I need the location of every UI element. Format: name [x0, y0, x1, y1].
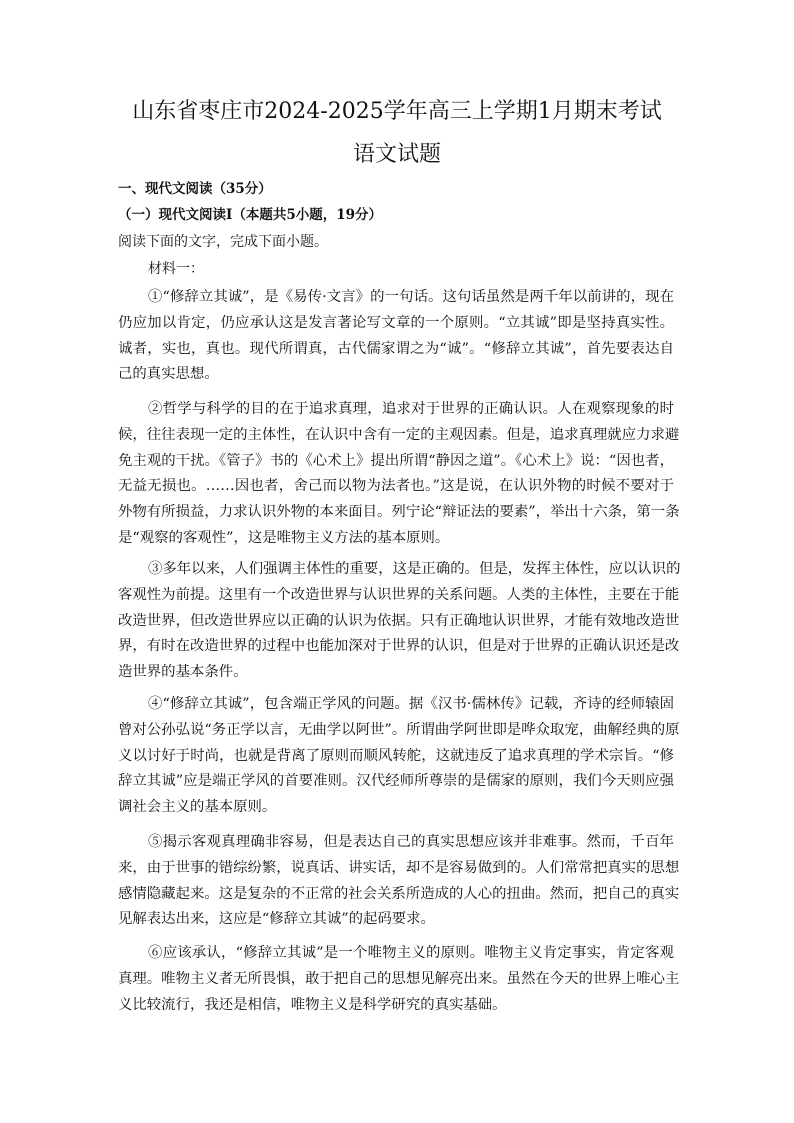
paragraph-line: 义比较流行，我还是相信，唯物主义是科学研究的真实基础。 [118, 996, 507, 1013]
paragraph-line: 真理。唯物主义者无所畏惧，敢于把自己的思想见解亮出来。虽然在今天的世界上唯心主 [118, 970, 680, 987]
paragraph-line: 诚者，实也，真也。现代所谓真，古代儒家谓之为“诚”。“修辞立其诚”，首先要表达自 [118, 340, 674, 357]
material-label: 材料一： [148, 261, 204, 277]
paragraph-line: ⑤揭示客观真理确非容易，但是表达自己的真实思想应该并非难事。然而，千百年 [148, 834, 674, 850]
paragraph-line: ④“修辞立其诚”，包含端正学风的问题。据《汉书·儒林传》记载，齐诗的经师辕固 [148, 696, 674, 712]
paragraph-6 [118, 941, 680, 1018]
paragraph-line: 己的真实思想。 [118, 366, 219, 383]
paragraph-line: ⑥应该承认，“修辞立其诚”是一个唯物主义的原则。唯物主义肯定事实，肯定客观 [148, 945, 674, 961]
paragraph-line: 界，有时在改造世界的过程中也能加深对于世界的认识，但是对于世界的正确认识还是改 [118, 638, 680, 655]
paragraph-line: 免主观的干扰。《管子》书的《心术上》提出所谓“静因之道”。《心术上》说：“因也者， [118, 452, 674, 469]
paragraph-line: ②哲学与科学的目的在于追求真理，追求对于世界的正确认识。人在观察现象的时 [148, 401, 674, 417]
paragraph-5 [118, 830, 680, 933]
exam-subtitle: 语文试题 [352, 142, 441, 167]
paragraph-line: 辞立其诚”应是端正学风的首要准则。汉代经师所尊崇的是儒家的原则，我们今天则应强 [118, 773, 674, 790]
paragraph-line: 来，由于世事的错综纷繁，说真话、讲实话，却不是容易做到的。人们常常把真实的思想 [118, 859, 680, 876]
paragraph-line: 仍应加以肯定，仍应承认这是发言著论写文章的一个原则。“立其诚”即是坚持真实性。 [118, 314, 674, 331]
paragraph-4 [118, 692, 680, 821]
paragraph-line: ①“修辞立其诚”，是《易传·文言》的一句话。这句话虽然是两千年以前讲的，现在 [148, 289, 674, 305]
paragraph-line: 无益无损也。……因也者，舍己而以物为法者也。”这是说，在认识外物的时候不要对于 [118, 478, 674, 495]
exam-title: 山东省枣庄市2024-2025学年高三上学期1月期末考试 [132, 99, 662, 124]
reading-instruction: 阅读下面的文字，完成下面小题。 [118, 234, 328, 250]
paragraph-line: 客观性为前提。这里有一个改造世界与认识世界的关系问题。人类的主体性，主要在于能 [118, 586, 680, 603]
paragraph-line: 调社会主义的基本原则。 [118, 799, 277, 816]
paragraph-line: 改造世界，但改造世界应以正确的认识为依据。只有正确地认识世界，才能有效地改造世 [118, 612, 680, 629]
paragraph-line: 是“观察的客观性”，这是唯物主义方法的基本原则。 [118, 529, 450, 546]
paragraph-line: 外物有所损益，力求认识外物的本来面目。列宁论“辩证法的要素”，举出十六条，第一条 [118, 504, 680, 521]
paragraph-line: 候，往往表现一定的主体性，在认识中含有一定的主观因素。但是，追求真理就应力求避 [118, 426, 680, 443]
paragraph-line: 义以讨好于时尚，也就是背离了原则而顺风转舵，这就违反了追求真理的学术宗旨。“修 [118, 747, 674, 764]
section-heading: 一、现代文阅读（35分） [118, 181, 272, 197]
paragraph-line: 见解表达出来，这应是“修辞立其诚”的起码要求。 [118, 911, 435, 928]
paragraph-line: 造世界的基本条件。 [118, 664, 248, 681]
subsection-heading: （一）现代文阅读Ⅰ（本题共5小题，19分） [118, 207, 382, 223]
paragraph-2 [118, 397, 680, 552]
paragraph-1 [118, 285, 674, 388]
paragraph-line: 曾对公孙弘说“务正学以言，无曲学以阿世”。所谓曲学阿世即是哗众取宠，曲解经典的原 [118, 721, 680, 738]
paragraph-line: ③多年以来，人们强调主体性的重要，这是正确的。但是，发挥主体性，应以认识的 [148, 561, 681, 577]
paragraph-line: 感情隐藏起来。这是复杂的不正常的社会关系所造成的人心的扭曲。然而，把自己的真实 [118, 885, 680, 902]
paragraph-3 [118, 557, 681, 686]
